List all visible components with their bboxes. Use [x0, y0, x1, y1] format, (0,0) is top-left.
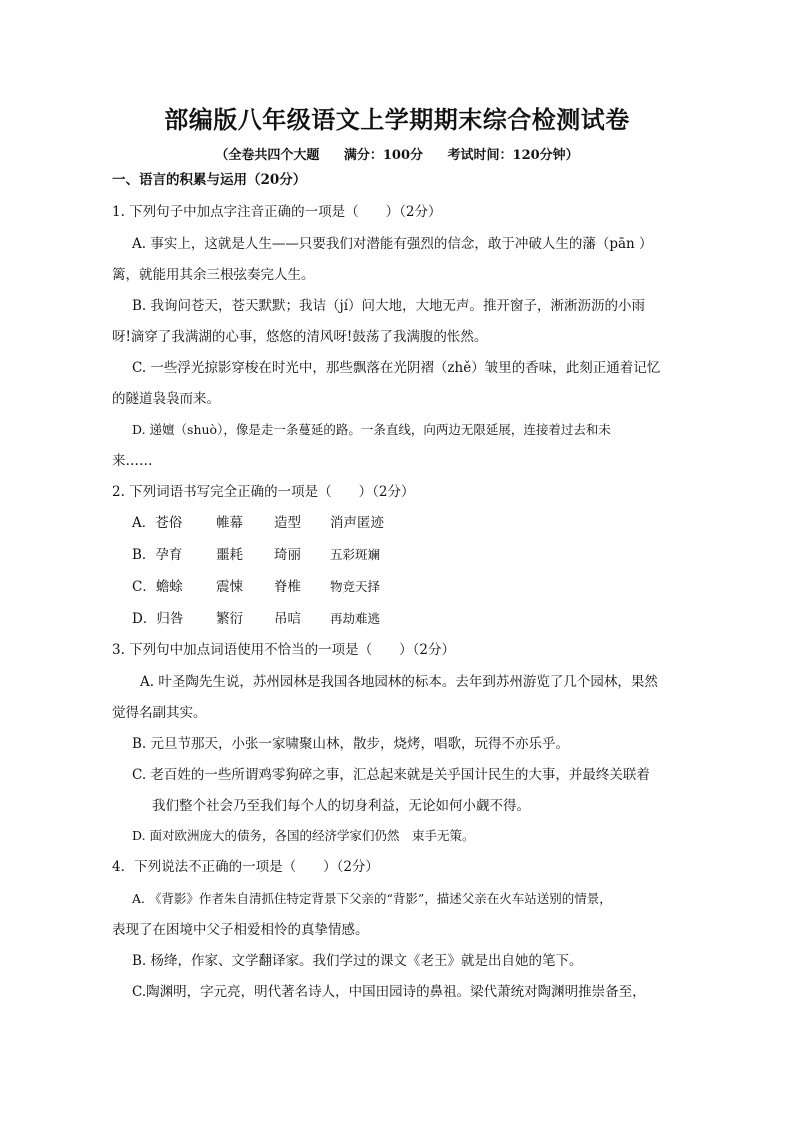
q2-stem: 2. 下列词语书写完全正确的一项是（ ）（2分）	[112, 484, 415, 500]
q2-option-d	[132, 609, 450, 629]
q2-c-word3: 脊椎	[274, 579, 301, 595]
q3-option-c-line2: 我们整个社会乃至我们每个人的切身利益，无论如何小觑不得。	[152, 798, 530, 814]
q2-a-word3: 造型	[274, 515, 301, 531]
q4-option-a-line1: A. 《背影》作者朱自清抓住特定背景下父亲的“背影”，描述父亲在火车站送别的情景，	[132, 891, 612, 906]
q3-option-c-line1: C. 老百姓的一些所谓鸡零狗碎之事，汇总起来就是关乎国计民生的大事，并最终关联着	[132, 767, 650, 783]
q2-option-c	[132, 577, 450, 597]
subtitle-score: 满分：100分	[343, 148, 423, 163]
subtitle-time: 考试时间：120分钟）	[447, 148, 579, 163]
section-heading: 一、语言的积累与运用（20分）	[112, 172, 307, 188]
q2-option-b	[132, 545, 450, 565]
exam-title: 部编版八年级语文上学期期末综合检测试卷	[164, 106, 630, 134]
q1-option-a-line1: A. 事实上，这就是人生——只要我们对潜能有强烈的信念，敢于冲破人生的藩（pān ）	[132, 236, 653, 252]
q1-option-d-line1: D. 递嬗（shuò），像是走一条蔓延的路。一条直线，向两边无限延展，连接着过去和未	[132, 422, 611, 437]
q2-a-word2: 帷幕	[216, 515, 243, 531]
q3-option-a-line1: A. 叶圣陶先生说，苏州园林是我国各地园林的标本。去年到苏州游览了几个园林，果然	[140, 674, 658, 690]
q1-option-b-line2: 呀!滴穿了我满湖的心事，悠悠的清风呀!鼓荡了我满腹的怅然。	[112, 329, 488, 345]
q2-b-word2: 噩耗	[216, 547, 243, 563]
q2-d-word2: 繁衍	[216, 611, 243, 627]
q1-stem: 1. 下列句子中加点字注音正确的一项是（ ）（2分）	[112, 204, 442, 220]
q2-d-word3: 吊唁	[274, 611, 301, 627]
q2-b-word4: 五彩斑斓	[330, 547, 381, 562]
q2-c-word4: 物竞天择	[330, 579, 381, 594]
q1-option-c-line2: 的隧道袅袅而来。	[112, 391, 220, 407]
q1-option-a-line2: 篱，就能用其余三根弦奏完人生。	[112, 267, 315, 283]
q3-option-b: B. 元旦节那天，小张一家啸聚山林，散步，烧烤，唱歌，玩得不亦乐乎。	[132, 736, 570, 752]
q2-b-word3: 琦丽	[274, 547, 301, 563]
q2-a-word4: 消声匿迹	[330, 515, 384, 531]
q3-option-d: D. 面对欧洲庞大的债务，各国的经济学家们仍然 束手无策。	[132, 828, 475, 843]
q3-option-a-line2: 觉得名副其实。	[112, 705, 207, 721]
q1-option-b-line1: B. 我询问苍天，苍天默默；我诘（jí）问大地，大地无声。推开窗子，淅淅沥沥的小雨	[132, 298, 646, 314]
q2-b-word1: B．孕育	[132, 547, 183, 563]
q2-d-word1: D．归咎	[132, 611, 184, 627]
exam-subtitle	[0, 144, 794, 163]
q2-c-word2: 震悚	[216, 579, 243, 595]
q1-option-d-line2: 来……	[112, 453, 153, 469]
subtitle-parts: （全卷共四个大题	[215, 148, 320, 163]
q1-option-c-line1: C. 一些浮光掠影穿梭在时光中，那些飘落在光阴褶（zhě）皱里的香味，此刻正通着记忆	[132, 360, 661, 376]
q4-option-b: B. 杨绛，作家、文学翻译家。我们学过的课文《老王》就是出自她的笔下。	[132, 953, 583, 969]
q4-stem: 4．下列说法不正确的一项是（ ）（2分）	[112, 859, 379, 875]
q4-option-c: C.陶渊明，字元亮，明代著名诗人，中国田园诗的鼻祖。梁代萧统对陶渊明推崇备至，	[132, 984, 646, 1000]
q3-stem: 3. 下列句中加点词语使用不恰当的一项是（ ）（2分）	[112, 642, 456, 658]
q2-option-a	[132, 513, 450, 533]
q2-c-word1: C．蟾蜍	[132, 579, 183, 595]
q4-option-a-line2: 表现了在困境中父子相爱相怜的真挚情感。	[112, 922, 369, 938]
q2-d-word4: 再劫难逃	[330, 611, 381, 626]
q2-a-word1: A．苍俗	[132, 515, 183, 531]
